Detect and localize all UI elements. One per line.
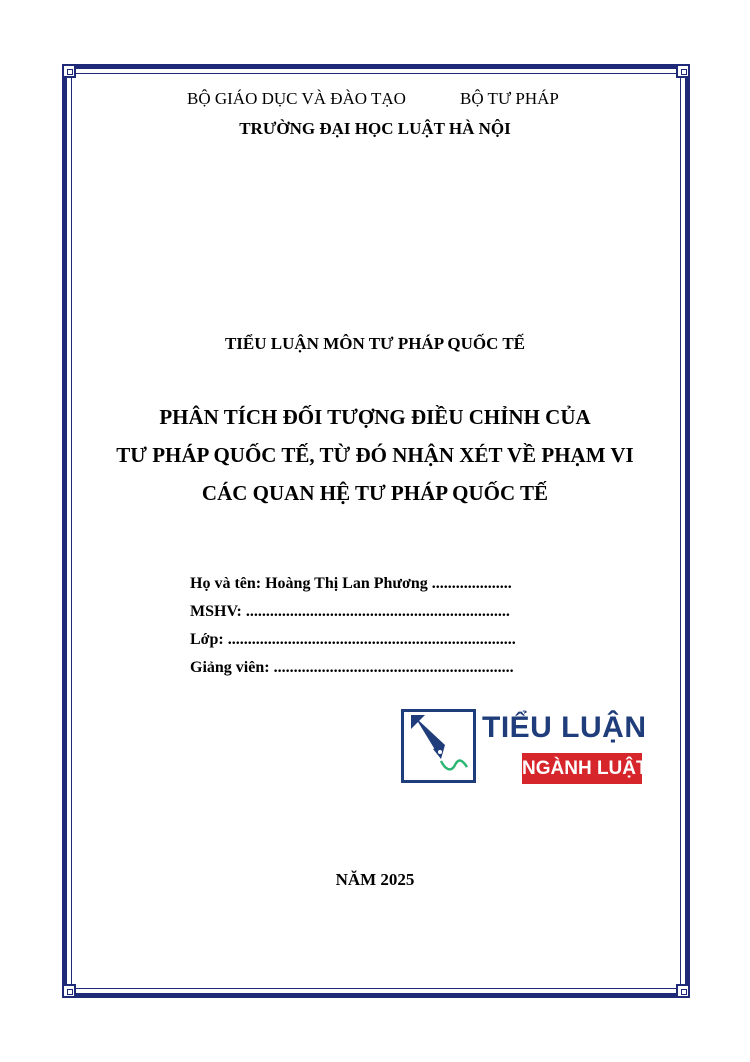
title-line: TƯ PHÁP QUỐC TẾ, TỪ ĐÓ NHẬN XÉT VỀ PHẠM VI — [116, 443, 634, 467]
student-info — [190, 574, 516, 686]
year: NĂM 2025 — [335, 870, 415, 889]
class-field: Lớp: ........................................................................ — [190, 631, 516, 648]
essay-title — [0, 398, 750, 512]
pen-nib-icon — [401, 709, 476, 783]
corner-ornament — [62, 984, 76, 998]
corner-ornament — [62, 64, 76, 78]
student-name-field: Họ và tên: Hoàng Thị Lan Phương .................... — [190, 575, 512, 592]
page-border-inner — [71, 73, 681, 989]
student-id-field: MSHV: .................................................................. — [190, 603, 510, 620]
brand-logo — [401, 709, 648, 784]
logo-title: TIỂU LUẬN — [482, 711, 647, 744]
title-line: PHÂN TÍCH ĐỐI TƯỢNG ĐIỀU CHỈNH CỦA — [159, 405, 591, 429]
corner-ornament — [676, 984, 690, 998]
school-name: TRƯỜNG ĐẠI HỌC LUẬT HÀ NỘI — [239, 119, 511, 138]
title-line: CÁC QUAN HỆ TƯ PHÁP QUỐC TẾ — [201, 481, 549, 505]
corner-ornament — [676, 64, 690, 78]
essay-subject: TIỂU LUẬN MÔN TƯ PHÁP QUỐC TẾ — [224, 334, 526, 353]
ministry-education: BỘ GIÁO DỤC VÀ ĐÀO TẠO — [187, 89, 406, 108]
lecturer-field: Giảng viên: ............................................................ — [190, 659, 514, 676]
ministry-justice: BỘ TƯ PHÁP — [460, 89, 559, 108]
logo-subtitle: NGÀNH LUẬT — [522, 753, 642, 784]
